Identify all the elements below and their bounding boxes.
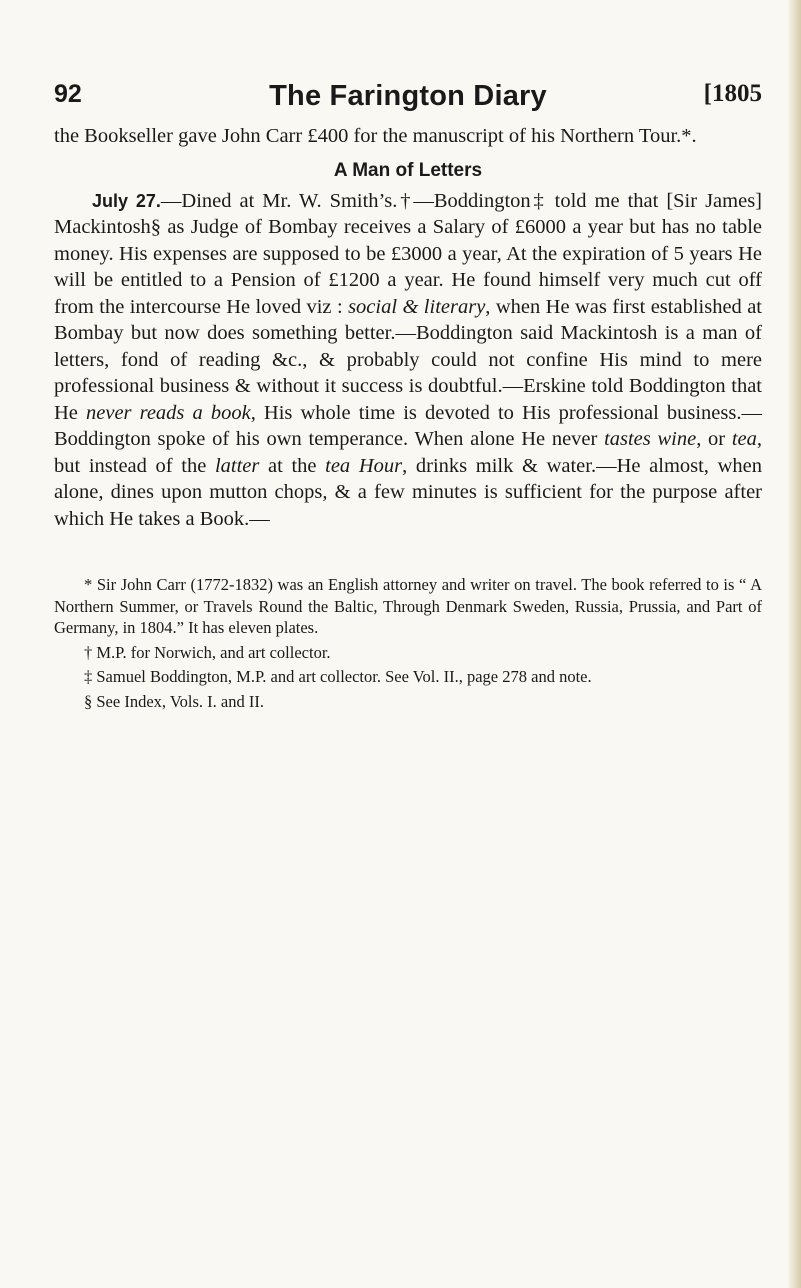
entry-text-7: , drinks milk & water.—He almost, when alone, dines upon mutton chops, & a few minutes is sufficient for the purpose after which He takes a Book.— [54, 454, 762, 530]
entry-italic-tastes: tastes wine [604, 428, 697, 450]
diary-entry [54, 188, 762, 533]
body-text [54, 123, 762, 532]
section-heading: A Man of Letters [333, 159, 483, 181]
entry-text-6: at the [259, 454, 326, 477]
entry-text-1: —Dined at Mr. W. Smith’s.†—Boddington‡ told me that [Sir James] Mackintosh§ as Judge of Bombay receives a Salary of £6000 a year but has no table money. His expenses are supposed to be £3000 a year, At the expiration of 5 years He will be entitled to a Pension of £1200 a year. He found himself very much cut off from the intercourse He loved viz : [54, 189, 762, 318]
footnote-section: § See Index, Vols. I. and II. [84, 691, 264, 711]
entry-italic-teahour: tea Hour [325, 454, 403, 477]
entry-text-3: , His whole time is devoted to His professional business.—Boddington spoke of his own temperance. When alone He never [54, 401, 762, 450]
header-year: [1805 [703, 80, 762, 107]
entry-date: July 27. [92, 190, 161, 211]
entry-text-5: , but instead of the [54, 428, 763, 477]
entry-italic-social: social & literary [348, 295, 486, 318]
footnote-star: * Sir John Carr (1772-1832) was an English attorney and writer on travel. The book referred to is “ A Northern Summer, or Travels Round the Baltic, Through Denmark Sweden, Russia, Prussia, and Part of Germany, in 1804.” It has eleven plates. [54, 575, 762, 637]
footnote-double-dagger: ‡ Samuel Boddington, M.P. and art collector. See Vol. II., page 278 and note. [84, 667, 592, 686]
entry-italic-tea: tea [731, 428, 757, 450]
footnote-dagger: † M.P. for Norwich, and art collector. [84, 642, 331, 662]
page-number: 92 [54, 80, 82, 108]
footnotes [54, 574, 762, 712]
page-header [54, 80, 762, 114]
running-title: The Farington Diary [269, 80, 547, 112]
entry-text-2: , when He was first established at Bombay but now does something better.—Boddington said Mackintosh is a man of letters, fond of reading &c., & probably could not confine His mind to mere professional business & without it success is doubtful.—Erskine told Boddington that He [54, 295, 763, 424]
entry-italic-latter: latter [214, 454, 260, 477]
entry-text-4: , or [696, 428, 732, 450]
page-edge-shadow [787, 0, 801, 1288]
opening-paragraph: the Bookseller gave John Carr £400 for the manuscript of his Northern Tour.*. [54, 125, 697, 147]
entry-italic-never: never reads a book [86, 401, 251, 424]
